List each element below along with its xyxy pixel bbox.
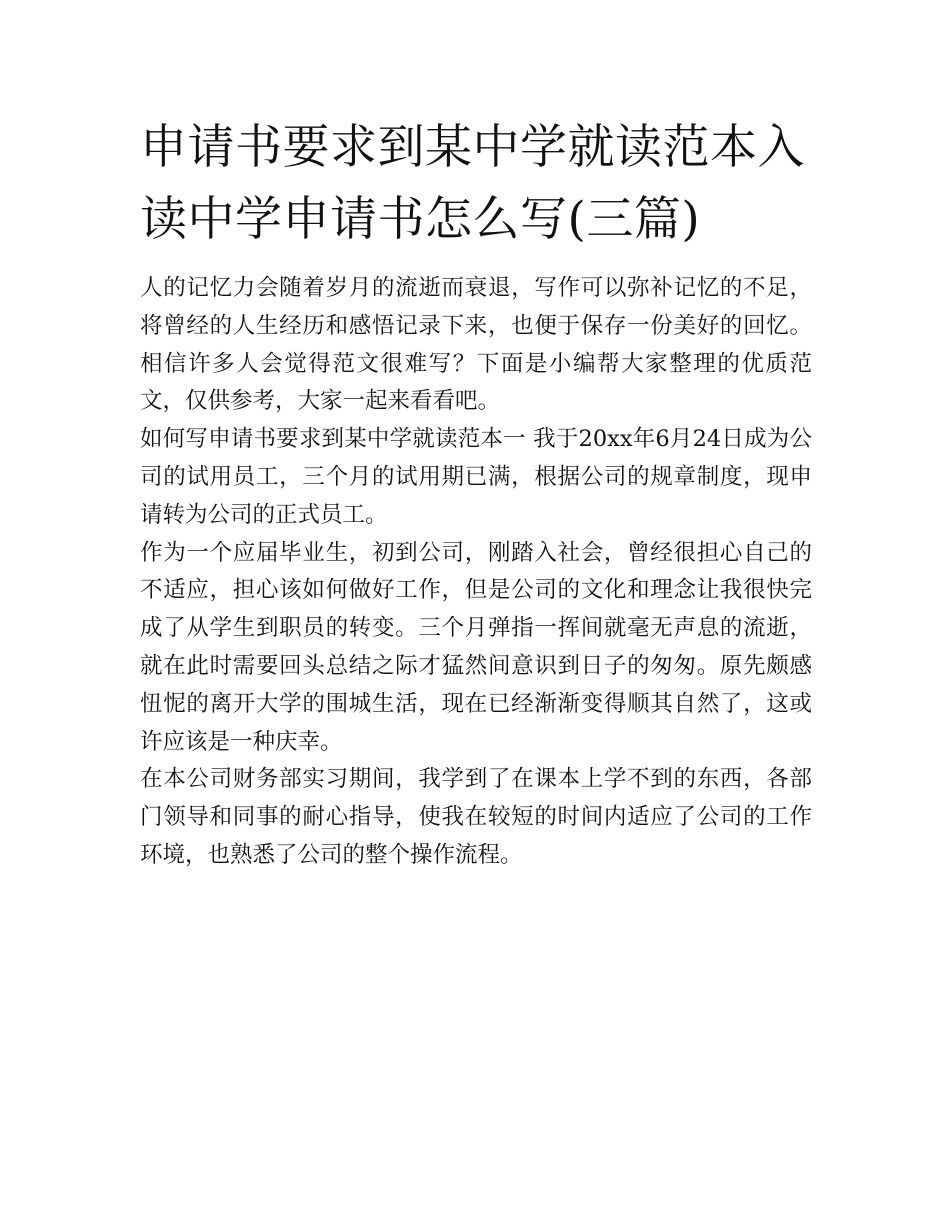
document-page [140,112,812,875]
document-title: 申请书要求到某中学就读范本入读中学申请书怎么写(三篇) [140,120,805,247]
paragraph-experience: 作为一个应届毕业生，初到公司，刚踏入社会，曾经很担心自己的不适应，担心该如何做好工作，但是公司的文化和理念让我很快完成了从学生到职员的转变。三个月弹指一挥间就毫无声息的流逝，就在此时需要回头总结之际才猛然间意识到日子的匆匆。原先颇感忸怩的离开大学的围城生活，现在已经渐渐变得顺其自然了，这或许应该是一种庆幸。 [140,539,812,755]
paragraph-internship: 在本公司财务部实习期间，我学到了在课本上学不到的东西，各部门领导和同事的耐心指导，使我在较短的时间内适应了公司的工作环境，也熟悉了公司的整个操作流程。 [140,766,812,868]
paragraph-application: 如何写申请书要求到某中学就读范本一 我于20xx年6月24日成为公司的试用员工，三个月的试用期已满，根据公司的规章制度，现申请转为公司的正式员工。 [140,426,812,528]
paragraph-intro: 人的记忆力会随着岁月的流逝而衰退，写作可以弥补记忆的不足，将曾经的人生经历和感悟记录下来，也便于保存一份美好的回忆。相信许多人会觉得范文很难写？下面是小编帮大家整理的优质范文，仅供参考，大家一起来看看吧。 [140,275,812,415]
